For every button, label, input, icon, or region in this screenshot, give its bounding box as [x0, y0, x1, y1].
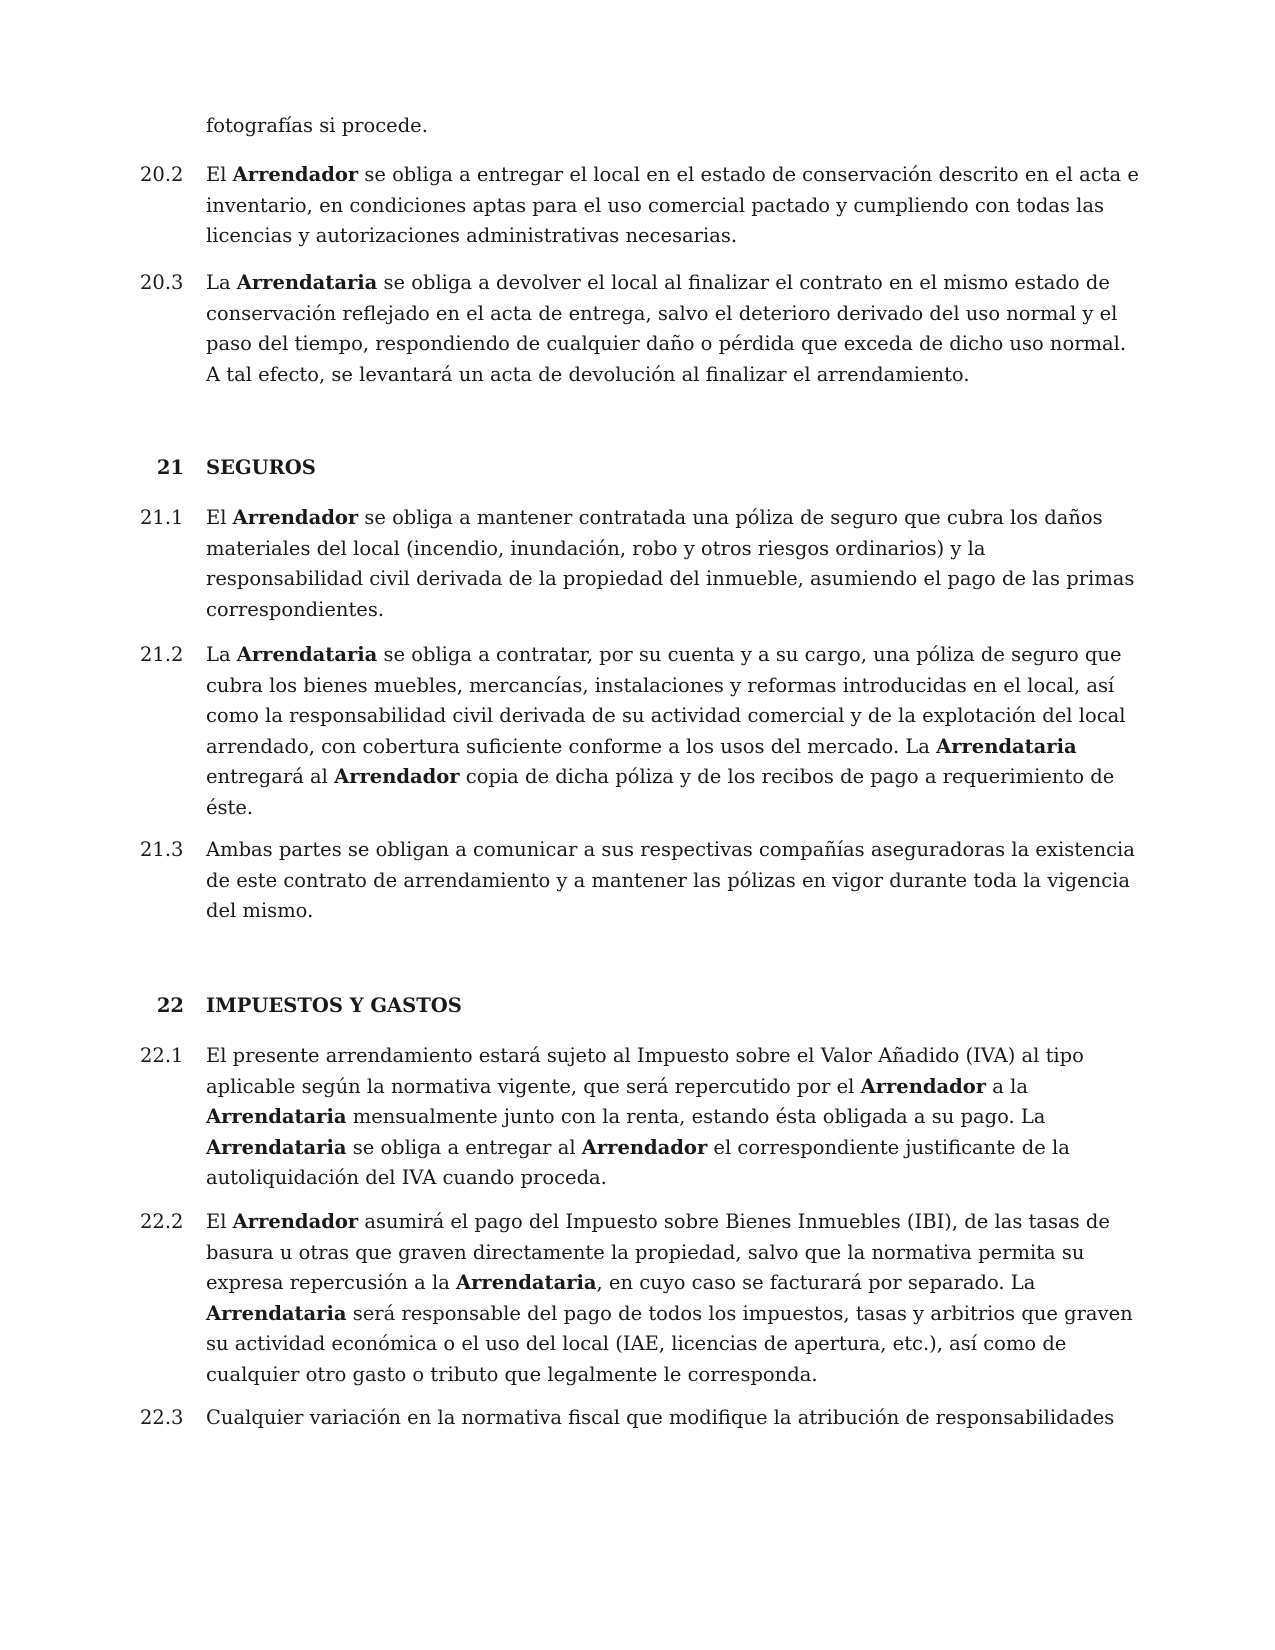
bold-term: Arrendador [860, 1074, 987, 1098]
text-run: se obliga a devolver el local al finalizar el contrato en el mismo estado de conservación reflejado en el acta de entrega, salvo el deterioro derivado del uso normal y el paso del tiempo, respondiendo de cualquier daño o pérdida que exceda de dicho uso normal. A tal efecto, se levantará un acta de devolución al finalizar el arrendamiento. [206, 271, 1127, 386]
bold-term: Arrendataria [936, 734, 1077, 758]
bold-term: Arrendataria [236, 271, 378, 294]
section-number: 22 [156, 994, 184, 1017]
clause-21-1 [140, 503, 1140, 625]
bold-term: Arrendador [232, 506, 359, 529]
clause-text [206, 160, 1140, 252]
text-run: mensualmente junto con la renta, estando ésta obligada a su pago. La [346, 1105, 1046, 1128]
clause-number: 21.1 [140, 506, 184, 529]
section-heading-22 [140, 991, 1140, 1022]
clause-21-2 [140, 640, 1140, 823]
text-run: , en cuyo caso se facturará por separado. La [596, 1271, 1036, 1294]
text-run: La [206, 271, 237, 294]
text-run: se obliga a contratar, por su cuenta y a su cargo, una póliza de seguro que cubra los bienes muebles, mercancías, instalaciones y reformas introducidas en el local, así como la responsabilidad civil derivada de su actividad comercial y de la explotación del local arrendado, con cobertura suficiente conforme a los usos del mercado. La [206, 643, 1126, 758]
text-run: a la [986, 1074, 1028, 1098]
text-run: será responsable del pago de todos los impuestos, tasas y arbitrios que graven su actividad económica o el uso del local (IAE, licencias de apertura, etc.), así como de cualquier otro gasto o tributo que legalmente le corresponda. [206, 1301, 1133, 1386]
text-run: Cualquier variación en la normativa fiscal que modifique la atribución de responsabilidades [206, 1406, 1115, 1429]
clause-22-3 [140, 1403, 1140, 1434]
clause-number: 21.3 [140, 838, 184, 861]
text-run: El [206, 163, 233, 186]
clause-number: 20.3 [140, 271, 184, 294]
clause-number: 20.2 [140, 163, 184, 186]
text-run: Ambas partes se obligan a comunicar a sus respectivas compañías aseguradoras la existencia de este contrato de arrendamiento y a mantener las pólizas en vigor durante toda la vigencia del mismo. [206, 838, 1135, 922]
text-run: asumirá el pago del Impuesto sobre Bienes Inmuebles (IBI), de las tasas de basura u otras que graven directamente la propiedad, salvo que la normativa permita su expresa repercusión a la [206, 1210, 1110, 1294]
text-run: fotografías si procede. [206, 114, 428, 137]
bold-term: Arrendador [581, 1135, 708, 1159]
section-heading-21 [140, 453, 1140, 484]
clause-text [206, 268, 1140, 390]
clause-20-2 [140, 160, 1140, 252]
text-run: se obliga a mantener contratada una póliza de seguro que cubra los daños materiales del local (incendio, inundación, robo y otros riesgos ordinarios) y la responsabilidad civil derivada de la propiedad del inmueble, asumiendo el pago de las primas correspondientes. [206, 506, 1135, 621]
text-run: copia de dicha póliza y de los recibos de pago a requerimiento de éste. [206, 765, 1115, 819]
clause-number: 22.3 [140, 1406, 184, 1429]
text-run: El presente arrendamiento estará sujeto al Impuesto sobre el Valor Añadido (IVA) al tipo aplicable según la normativa vigente, que será repercutido por el [206, 1044, 1084, 1098]
clause-text [206, 1403, 1140, 1434]
clause-text [206, 1041, 1140, 1194]
clause-text [206, 835, 1140, 927]
clause-22-1 [140, 1041, 1140, 1194]
text-run: entregará al [206, 765, 335, 788]
text-run: El [206, 1210, 233, 1233]
text-run: El [206, 506, 233, 529]
text-run: La [206, 643, 237, 666]
bold-term: Arrendador [334, 765, 460, 788]
bold-term: Arrendataria [456, 1271, 597, 1294]
clause-number: 21.2 [140, 643, 184, 666]
bold-term: Arrendador [232, 1210, 359, 1233]
clause-text [206, 503, 1140, 625]
text-run: SEGUROS [206, 456, 316, 479]
clause-text [206, 640, 1140, 823]
clause-text [206, 111, 1140, 142]
text-run: el correspondiente justificante de la autoliquidación del IVA cuando proceda. [206, 1135, 1070, 1189]
text-run: se obliga a entregar al [346, 1135, 582, 1159]
bold-term: Arrendataria [206, 1135, 347, 1159]
bold-term: Arrendataria [206, 1105, 347, 1128]
section-title [206, 453, 1140, 484]
clause-number: 22.2 [140, 1210, 184, 1233]
section-title [206, 991, 1140, 1022]
section-number: 21 [156, 456, 184, 479]
clause-21-3 [140, 835, 1140, 927]
clause-20-3 [140, 268, 1140, 390]
bold-term: Arrendataria [206, 1301, 347, 1325]
text-run: IMPUESTOS Y GASTOS [206, 994, 462, 1017]
bold-term: Arrendador [232, 163, 359, 186]
bold-term: Arrendataria [236, 643, 378, 666]
clause-22-2 [140, 1207, 1140, 1390]
clause-text [206, 1207, 1140, 1390]
clause-number: 22.1 [140, 1044, 184, 1067]
text-run: se obliga a entregar el local en el estado de conservación descrito en el acta e inventario, en condiciones aptas para el uso comercial pactado y cumpliendo con todas las licencias y autorizaciones administrativas necesarias. [206, 163, 1139, 247]
clause-continuation [140, 111, 1140, 142]
